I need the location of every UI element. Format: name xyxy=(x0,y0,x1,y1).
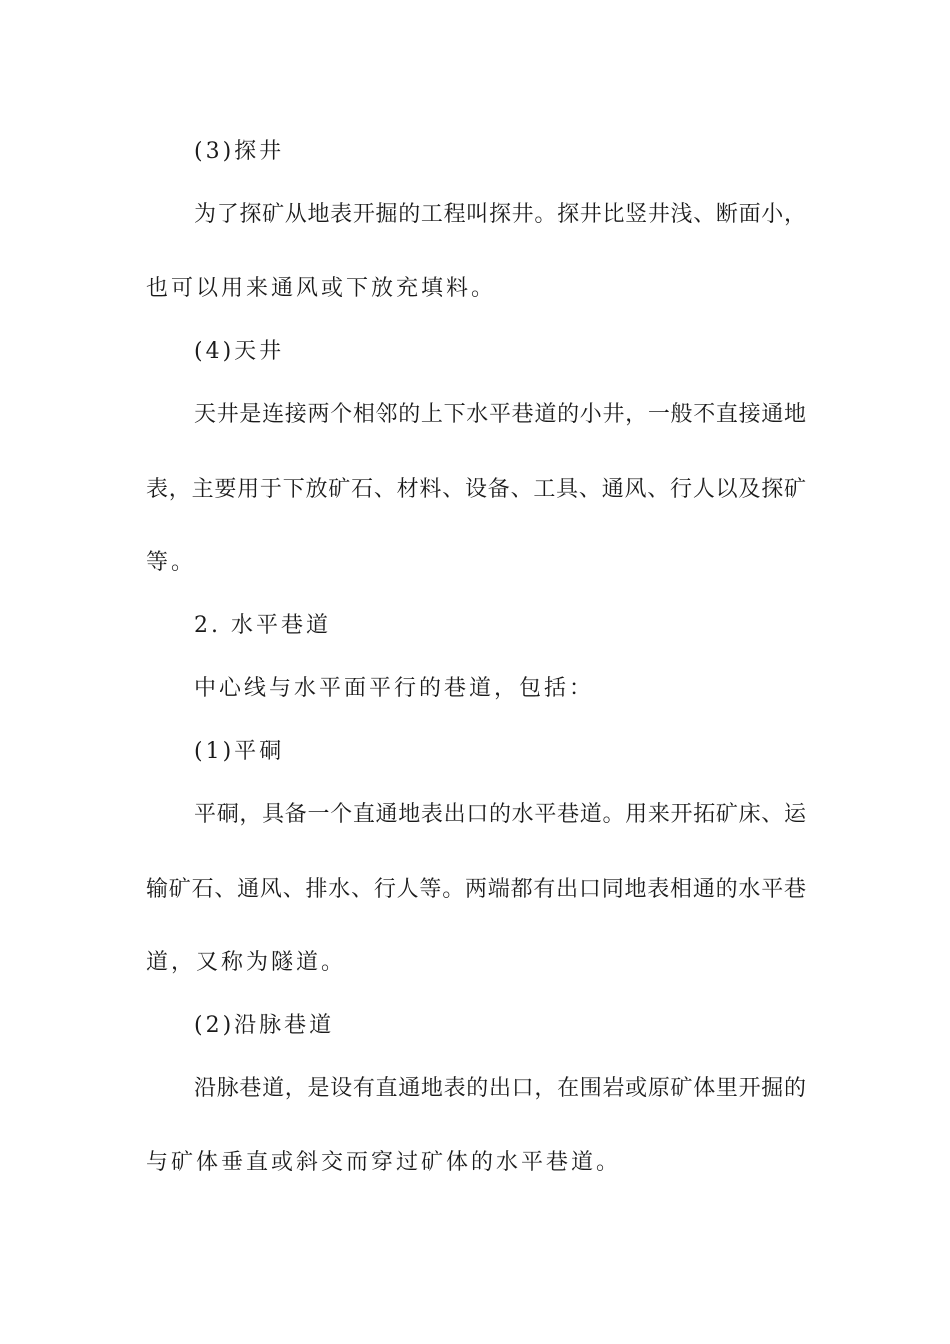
subsection-2-heading: (2)沿脉巷道 xyxy=(194,1013,335,1038)
subsection-1-paragraph-line-2: 输矿石、通风、排水、行人等。两端都有出口同地表相通的水平巷 xyxy=(146,877,806,902)
section-3-heading: (3)探井 xyxy=(194,139,285,164)
subsection-2-paragraph-line-2: 与矿体垂直或斜交而穿过矿体的水平巷道。 xyxy=(146,1150,622,1175)
subsection-1-heading: (1)平硐 xyxy=(194,739,285,764)
section-3-paragraph-line-2: 也可以用来通风或下放充填料。 xyxy=(146,276,497,301)
section-2-heading: 2. 水平巷道 xyxy=(194,613,331,638)
subsection-1-paragraph-line-3: 道，又称为隧道。 xyxy=(146,950,347,975)
section-4-paragraph-line-3: 等。 xyxy=(146,550,197,575)
section-4-heading: (4)天井 xyxy=(194,339,285,364)
section-4-paragraph-line-2: 表，主要用于下放矿石、材料、设备、工具、通风、行人以及探矿 xyxy=(146,477,806,502)
subsection-2-paragraph-line-1: 沿脉巷道，是设有直通地表的出口，在围岩或原矿体里开掘的 xyxy=(194,1076,806,1101)
section-3-paragraph-line-1: 为了探矿从地表开掘的工程叫探井。探井比竖井浅、断面小， xyxy=(194,202,806,227)
section-2-intro: 中心线与水平面平行的巷道，包括： xyxy=(194,676,595,701)
section-4-paragraph-line-1: 天井是连接两个相邻的上下水平巷道的小井，一般不直接通地 xyxy=(194,402,806,427)
subsection-1-paragraph-line-1: 平硐，具备一个直通地表出口的水平巷道。用来开拓矿床、运 xyxy=(194,802,806,827)
